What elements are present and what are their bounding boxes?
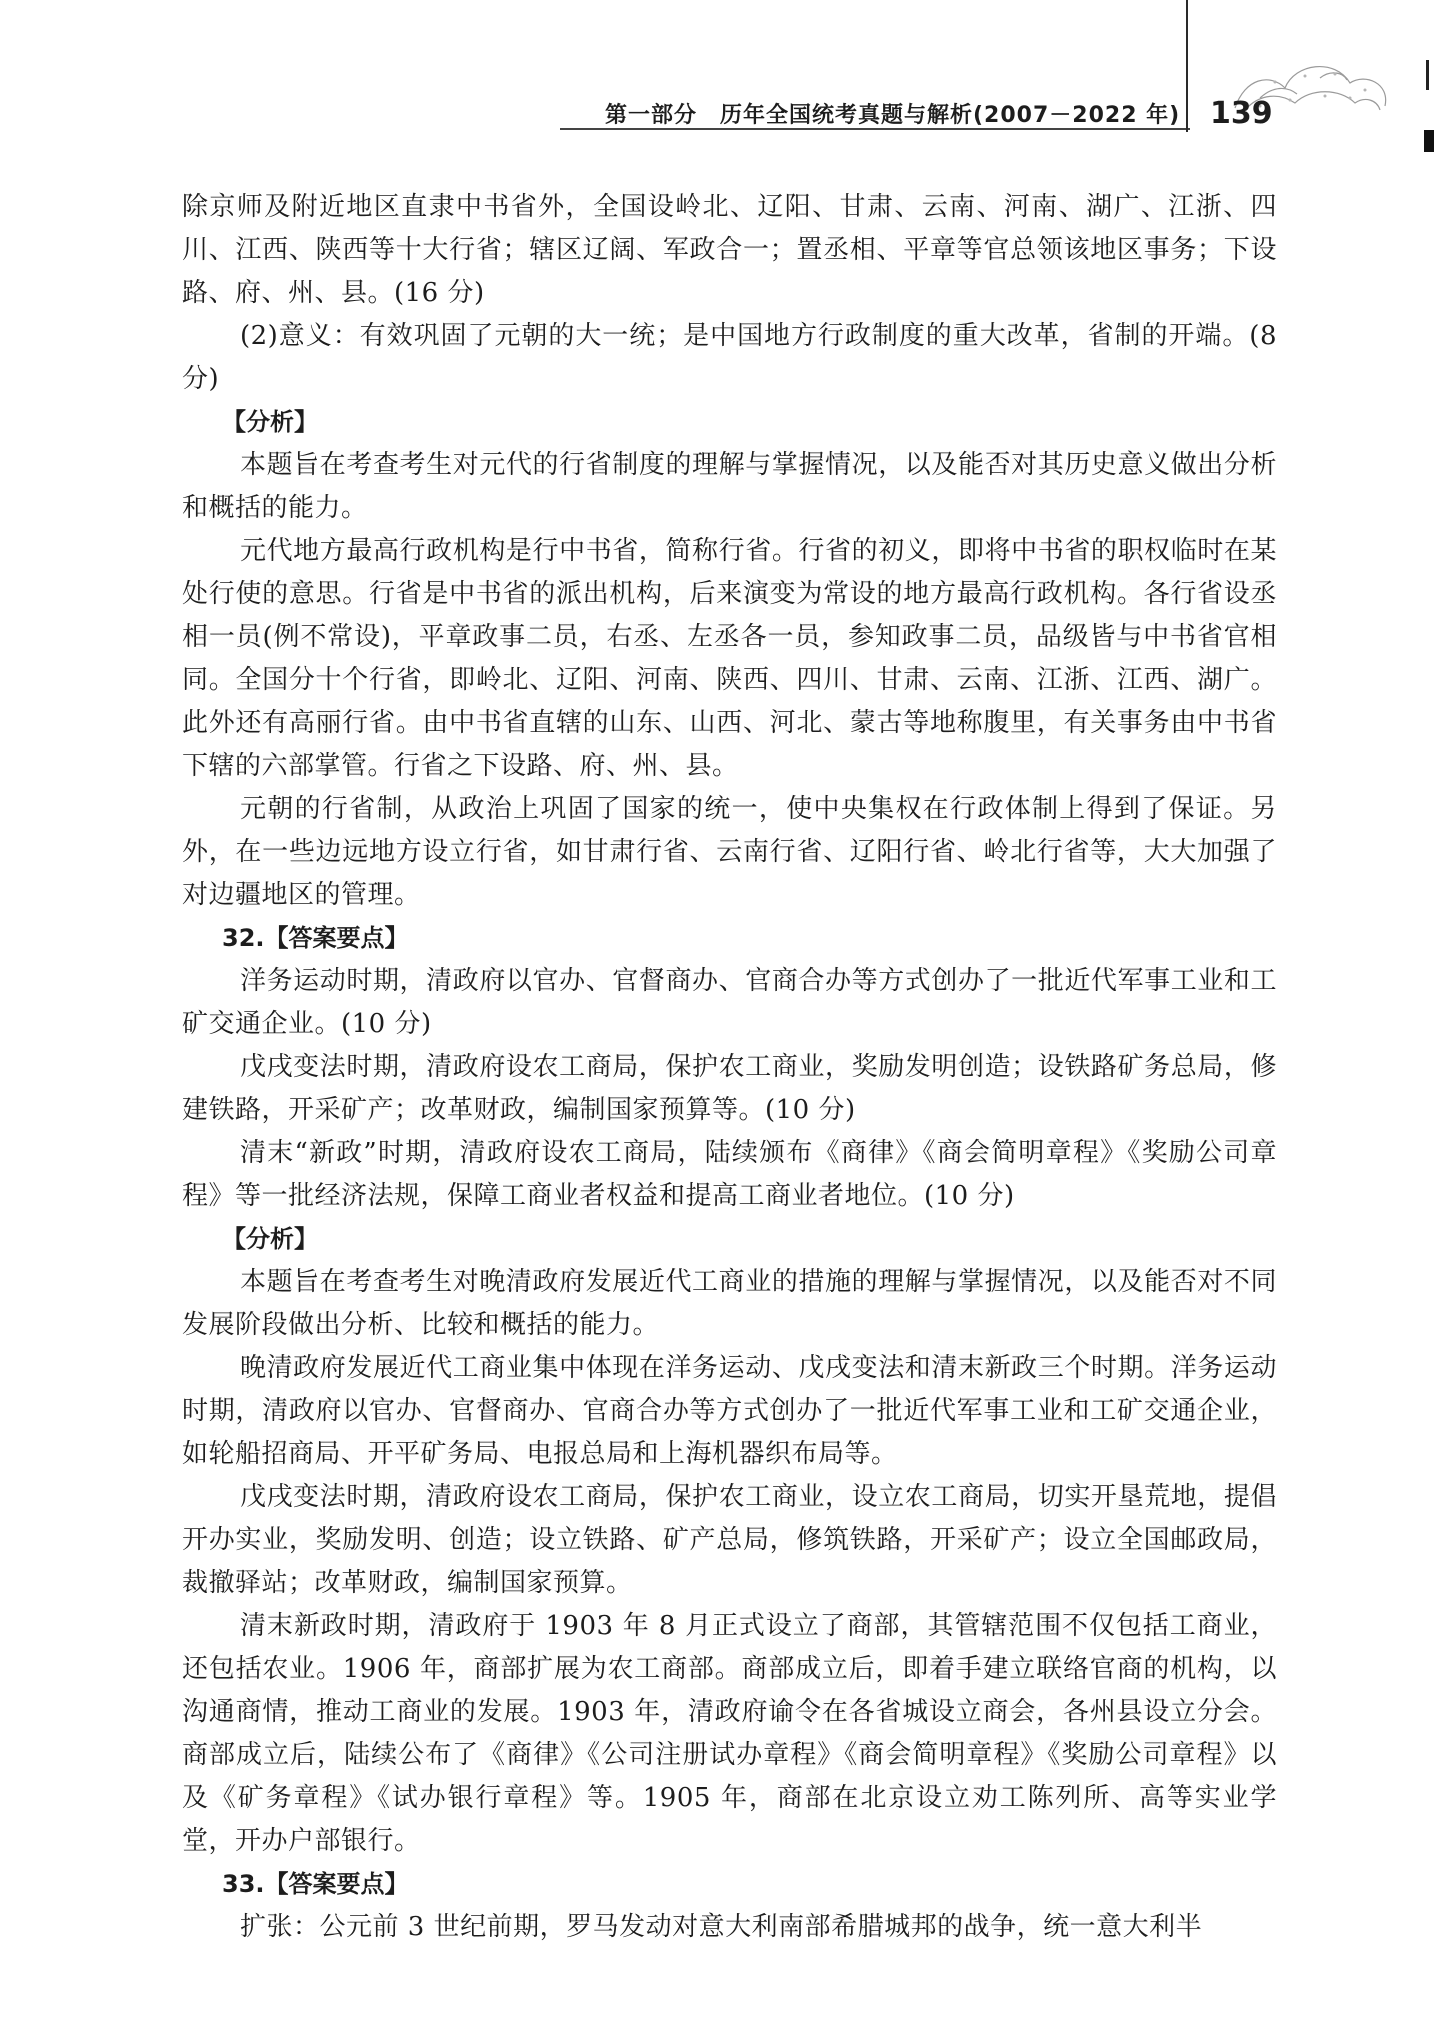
- page-body: [182, 186, 1277, 1949]
- section-heading: 【分析】: [222, 408, 318, 436]
- body-paragraph: 清末新政时期，清政府于 1903 年 8 月正式设立了商部，其管辖范围不仅包括工商业，还包括农业。1906 年，商部扩展为农工商部。商部成立后，即着手建立联络官商的机构，以沟通商情，推动工商业的发展。1903 年，清政府谕令在各省城设立商会，各州县设立分会。商部成立后，陆续公布了《商律》《公司注册试办章程》《商会简明章程》《奖励公司章程》以及《矿务章程》《试办银行章程》等。1905 年，商部在北京设立劝工陈列所、高等实业学堂，开办户部银行。: [182, 1611, 1277, 1856]
- body-paragraph: 本题旨在考查考生对晚清政府发展近代工商业的措施的理解与掌握情况，以及能否对不同发展阶段做出分析、比较和概括的能力。: [182, 1267, 1277, 1340]
- body-paragraph: 元朝的行省制，从政治上巩固了国家的统一，使中央集权在行政体制上得到了保证。另外，在一些边远地方设立行省，如甘肃行省、云南行省、辽阳行省、岭北行省等，大大加强了对边疆地区的管理。: [182, 794, 1277, 910]
- body-paragraph: 清末“新政”时期，清政府设农工商局，陆续颁布《商律》《商会简明章程》《奖励公司章程》等一批经济法规，保障工商业者权益和提高工商业者地位。(10 分): [182, 1138, 1277, 1211]
- body-paragraph: 晚清政府发展近代工商业集中体现在洋务运动、戊戌变法和清末新政三个时期。洋务运动时期，清政府以官办、官督商办、官商合办等方式创办了一批近代军事工业和工矿交通企业，如轮船招商局、开平矿务局、电报总局和上海机器织布局等。: [182, 1353, 1277, 1469]
- body-paragraph: 戊戌变法时期，清政府设农工商局，保护农工商业，奖励发明创造；设铁路矿务总局，修建铁路，开采矿产；改革财政，编制国家预算等。(10 分): [182, 1052, 1277, 1125]
- section-heading: 【分析】: [222, 1225, 318, 1253]
- body-paragraph: 扩张：公元前 3 世纪前期，罗马发动对意大利南部希腊城邦的战争，统一意大利半: [240, 1912, 1203, 1942]
- header-rule-vertical: [1186, 0, 1188, 132]
- running-header-title: 第一部分 历年全国统考真题与解析(2007－2022 年): [605, 103, 1181, 128]
- body-paragraph: 除京师及附近地区直隶中书省外，全国设岭北、辽阳、甘肃、云南、河南、湖广、江浙、四川、江西、陕西等十大行省；辖区辽阔、军政合一；置丞相、平章等官总领该地区事务；下设路、府、州、县。(16 分): [182, 192, 1277, 308]
- section-heading: 32.【答案要点】: [222, 924, 409, 952]
- body-paragraph: 洋务运动时期，清政府以官办、官督商办、官商合办等方式创办了一批近代军事工业和工矿交通企业。(10 分): [182, 966, 1277, 1039]
- body-paragraph: (2)意义：有效巩固了元朝的大一统；是中国地方行政制度的重大改革，省制的开端。(8 分): [182, 321, 1277, 394]
- page-header: [0, 0, 1434, 140]
- body-paragraph: 戊戌变法时期，清政府设农工商局，保护农工商业，设立农工商局，切实开垦荒地，提倡开办实业，奖励发明、创造；设立铁路、矿产总局，修筑铁路，开采矿产；设立全国邮政局，裁撤驿站；改革财政，编制国家预算。: [182, 1482, 1277, 1598]
- body-paragraph: 本题旨在考查考生对元代的行省制度的理解与掌握情况，以及能否对其历史意义做出分析和概括的能力。: [182, 450, 1277, 523]
- page-edge-mark: [1420, 60, 1434, 170]
- section-heading: 33.【答案要点】: [222, 1870, 409, 1898]
- header-rule-horizontal: [560, 128, 1190, 130]
- page-number: 139: [1210, 96, 1273, 131]
- body-paragraph: 元代地方最高行政机构是行中书省，简称行省。行省的初义，即将中书省的职权临时在某处行使的意思。行省是中书省的派出机构，后来演变为常设的地方最高行政机构。各行省设丞相一员(例不常设)，平章政事二员，右丞、左丞各一员，参知政事二员，品级皆与中书省官相同。全国分十个行省，即岭北、辽阳、河南、陕西、四川、甘肃、云南、江浙、江西、湖广。此外还有高丽行省。由中书省直辖的山东、山西、河北、蒙古等地称腹里，有关事务由中书省下辖的六部掌管。行省之下设路、府、州、县。: [182, 536, 1277, 781]
